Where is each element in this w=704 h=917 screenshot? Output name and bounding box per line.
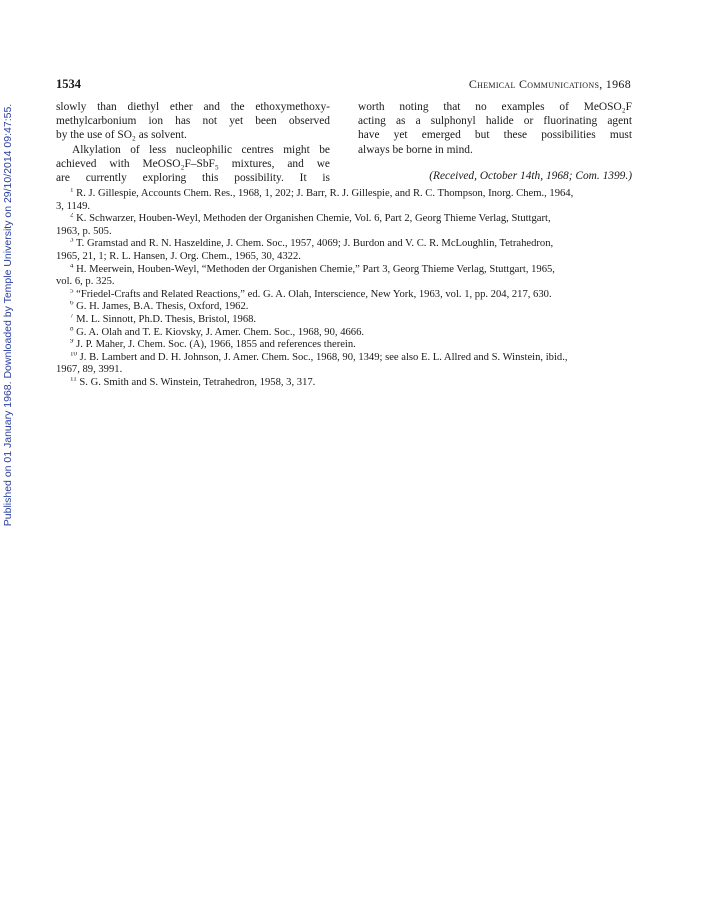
page-header	[56, 77, 631, 93]
page-number: 1534	[56, 77, 81, 91]
download-watermark	[0, 60, 16, 570]
reference-item: $^{11}$ S. G. Smith and S. Winstein, Tetrahedron, 1958, 3, 317.	[70, 376, 316, 388]
text-line: have yet emerged but these possibilities must	[358, 129, 632, 142]
text-line: by the use of SO₂ as solvent.	[56, 129, 187, 142]
reference-item: $^6$ G. H. James, B.A. Thesis, Oxford, 1962.	[70, 301, 249, 313]
reference-item: $^5$ “Friedel-Crafts and Related Reactions,” ed. G. A. Olah, Interscience, New York, 1963, vol. 1, pp. 204, 217, 630.	[70, 288, 552, 300]
text-line: methylcarbonium ion has not yet been observed	[56, 115, 330, 128]
reference-item: $^{10}$ J. B. Lambert and D. H. Johnson, J. Amer. Chem. Soc., 1968, 90, 1349; see also E. L. Allred and S. Winstein, ibid.,	[70, 351, 568, 363]
text-line: Alkylation of less nucleophilic centres might be	[72, 143, 330, 156]
reference-item: $^4$ H. Meerwein, Houben-Weyl, “Methoden der Organishen Chemie,” Part 3, Georg Thieme Verlag, Stuttgart, 1965,	[70, 263, 555, 275]
reference-item: $^1$ R. J. Gillespie, Accounts Chem. Res., 1968, 1, 202; J. Barr, R. J. Gillespie, and R. C. Thompson, Inorg. Chem., 1964,	[70, 188, 574, 199]
download-watermark-text: Published on 01 January 1968. Downloaded by Temple University on 29/10/2014 09:47:55.	[2, 103, 14, 527]
reference-continuation: vol. 6, p. 325.	[56, 276, 115, 288]
received-date: (Received, October 14th, 1968; Com. 1399.)	[429, 169, 632, 182]
right-column	[358, 100, 632, 183]
reference-continuation: 3, 1149.	[56, 200, 91, 212]
reference-continuation: 1965, 21, 1; R. L. Hansen, J. Org. Chem., 1965, 30, 4322.	[56, 250, 301, 262]
text-line: worth noting that no examples of MeOSO₂F	[358, 101, 632, 113]
text-line: always be borne in mind.	[358, 143, 473, 156]
reference-item: $^2$ K. Schwarzer, Houben-Weyl, Methoden der Organishen Chemie, Vol. 6, Part 2, Georg Thieme Verlag, Stuttgart,	[70, 213, 551, 225]
text-line: are currently exploring this possibility. It is	[56, 172, 330, 185]
reference-item: $^8$ G. A. Olah and T. E. Kiovsky, J. Amer. Chem. Soc., 1968, 90, 4666.	[70, 326, 365, 338]
references-list	[56, 188, 634, 390]
text-line: acting as a sulphonyl halide or fluorinating agent	[358, 115, 632, 128]
reference-continuation: 1963, p. 505.	[56, 225, 112, 237]
reference-item: $^9$ J. P. Maher, J. Chem. Soc. (A), 1966, 1855 and references therein.	[70, 339, 356, 351]
journal-title: Chemical Communications, 1968	[468, 77, 631, 91]
reference-continuation: 1967, 89, 3991.	[56, 364, 123, 376]
text-line: slowly than diethyl ether and the ethoxymethoxy-	[56, 101, 330, 113]
reference-item: $^3$ T. Gramstad and R. N. Haszeldine, J. Chem. Soc., 1957, 4069; J. Burdon and V. C. R. McLoughlin, Tetrahedron,	[70, 238, 554, 250]
text-line: achieved with MeOSO₂F–SbF₅ mixtures, and we	[56, 157, 330, 170]
reference-item: $^7$ M. L. Sinnott, Ph.D. Thesis, Bristol, 1968.	[70, 313, 257, 325]
left-column	[56, 100, 330, 185]
